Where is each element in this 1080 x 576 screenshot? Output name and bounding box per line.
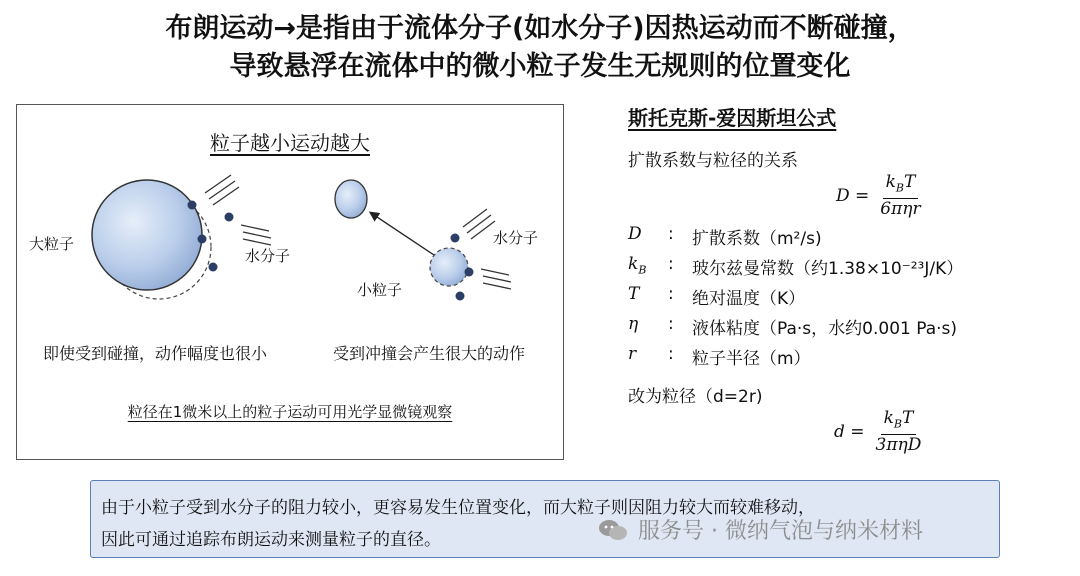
definition-row xyxy=(628,284,805,309)
caption-left: 即使受到碰撞，动作幅度也很小 xyxy=(43,344,268,363)
particle-diagram-panel xyxy=(16,104,564,460)
definition-row xyxy=(628,344,811,369)
definition-symbol: r xyxy=(628,344,637,364)
formula-d-numerator: $k_BT$ xyxy=(881,408,917,435)
formula-D-lhs: D = xyxy=(836,186,870,207)
definition-text: 绝对温度（K） xyxy=(692,289,806,309)
small-particle-moved xyxy=(335,180,367,218)
definition-colon: : xyxy=(668,224,674,244)
motion-lines xyxy=(463,209,511,289)
formula-D-numerator: $k_BT$ xyxy=(883,172,919,199)
diagram-footer xyxy=(17,401,563,422)
water-molecule xyxy=(198,235,207,244)
definition-text: 玻尔兹曼常数（约1.38×10⁻²³J/K） xyxy=(692,259,964,279)
change-text: 改为粒径（d=2r) xyxy=(628,387,763,407)
diagram-footer-text: 粒径在1微米以上的粒子运动可用光学显微镜观察 xyxy=(127,403,453,421)
water-molecule xyxy=(209,263,218,272)
title-line-2: 导致悬浮在流体中的微小粒子发生无规则的位置变化 xyxy=(229,51,851,82)
wechat-icon xyxy=(598,518,628,542)
relation-text: 扩散系数与粒径的关系 xyxy=(628,151,798,171)
formula-d-lhs: d = xyxy=(834,422,865,443)
definition-colon: : xyxy=(668,314,674,334)
water-molecule xyxy=(465,268,474,277)
slide-title xyxy=(0,10,1080,86)
motion-lines xyxy=(205,175,271,245)
large-particle-label: 大粒子 xyxy=(29,235,75,253)
water-molecule xyxy=(451,234,460,243)
definition-text: 扩散系数（m²/s) xyxy=(692,229,822,249)
small-particle-label: 小粒子 xyxy=(357,281,403,299)
title-line-1: 布朗运动→是指由于流体分子(如水分子)因热运动而不断碰撞， xyxy=(165,13,915,44)
diagram-heading-text: 粒子越小运动越大 xyxy=(210,131,370,155)
definition-row xyxy=(628,254,963,279)
definition-colon: : xyxy=(668,284,674,304)
watermark-text: 服务号 · 微纳气泡与纳米材料 xyxy=(638,519,923,544)
formula-d-denominator: 3πηD xyxy=(875,435,922,456)
water-molecule xyxy=(188,201,197,210)
definition-row xyxy=(628,224,822,249)
definition-text: 液体粘度（Pa·s，水约0.001 Pa·s) xyxy=(692,319,958,339)
caption-right: 受到冲撞会产生很大的动作 xyxy=(333,344,526,363)
formula-heading: 斯托克斯-爱因斯坦公式 xyxy=(628,106,837,130)
water-molecule-label-right: 水分子 xyxy=(493,229,539,247)
definition-row xyxy=(628,314,957,339)
note-line-1: 由于小粒子受到水分子的阻力较小，更容易发生位置变化，而大粒子则因阻力较大而较难移动， xyxy=(101,498,815,518)
definition-symbol: T xyxy=(628,284,640,304)
diagram-heading xyxy=(17,127,563,156)
note-line-2: 因此可通过追踪布朗运动来测量粒子的直径。 xyxy=(101,530,441,550)
definition-symbol: η xyxy=(628,314,639,334)
large-particle xyxy=(92,180,202,290)
formula-D-denominator: 6πηr xyxy=(880,199,921,220)
formula-D xyxy=(836,172,924,220)
definition-text: 粒子半径（m） xyxy=(692,349,811,369)
water-molecule xyxy=(456,292,465,301)
watermark xyxy=(598,514,923,545)
definition-colon: : xyxy=(668,254,674,274)
small-particle-origin xyxy=(430,248,468,286)
definition-symbol: $k_B$ xyxy=(628,254,647,277)
definition-colon: : xyxy=(668,344,674,364)
water-molecule-label-left: 水分子 xyxy=(245,247,291,265)
water-molecule xyxy=(225,213,234,222)
definition-symbol: D xyxy=(628,224,642,244)
formula-d xyxy=(834,408,924,456)
